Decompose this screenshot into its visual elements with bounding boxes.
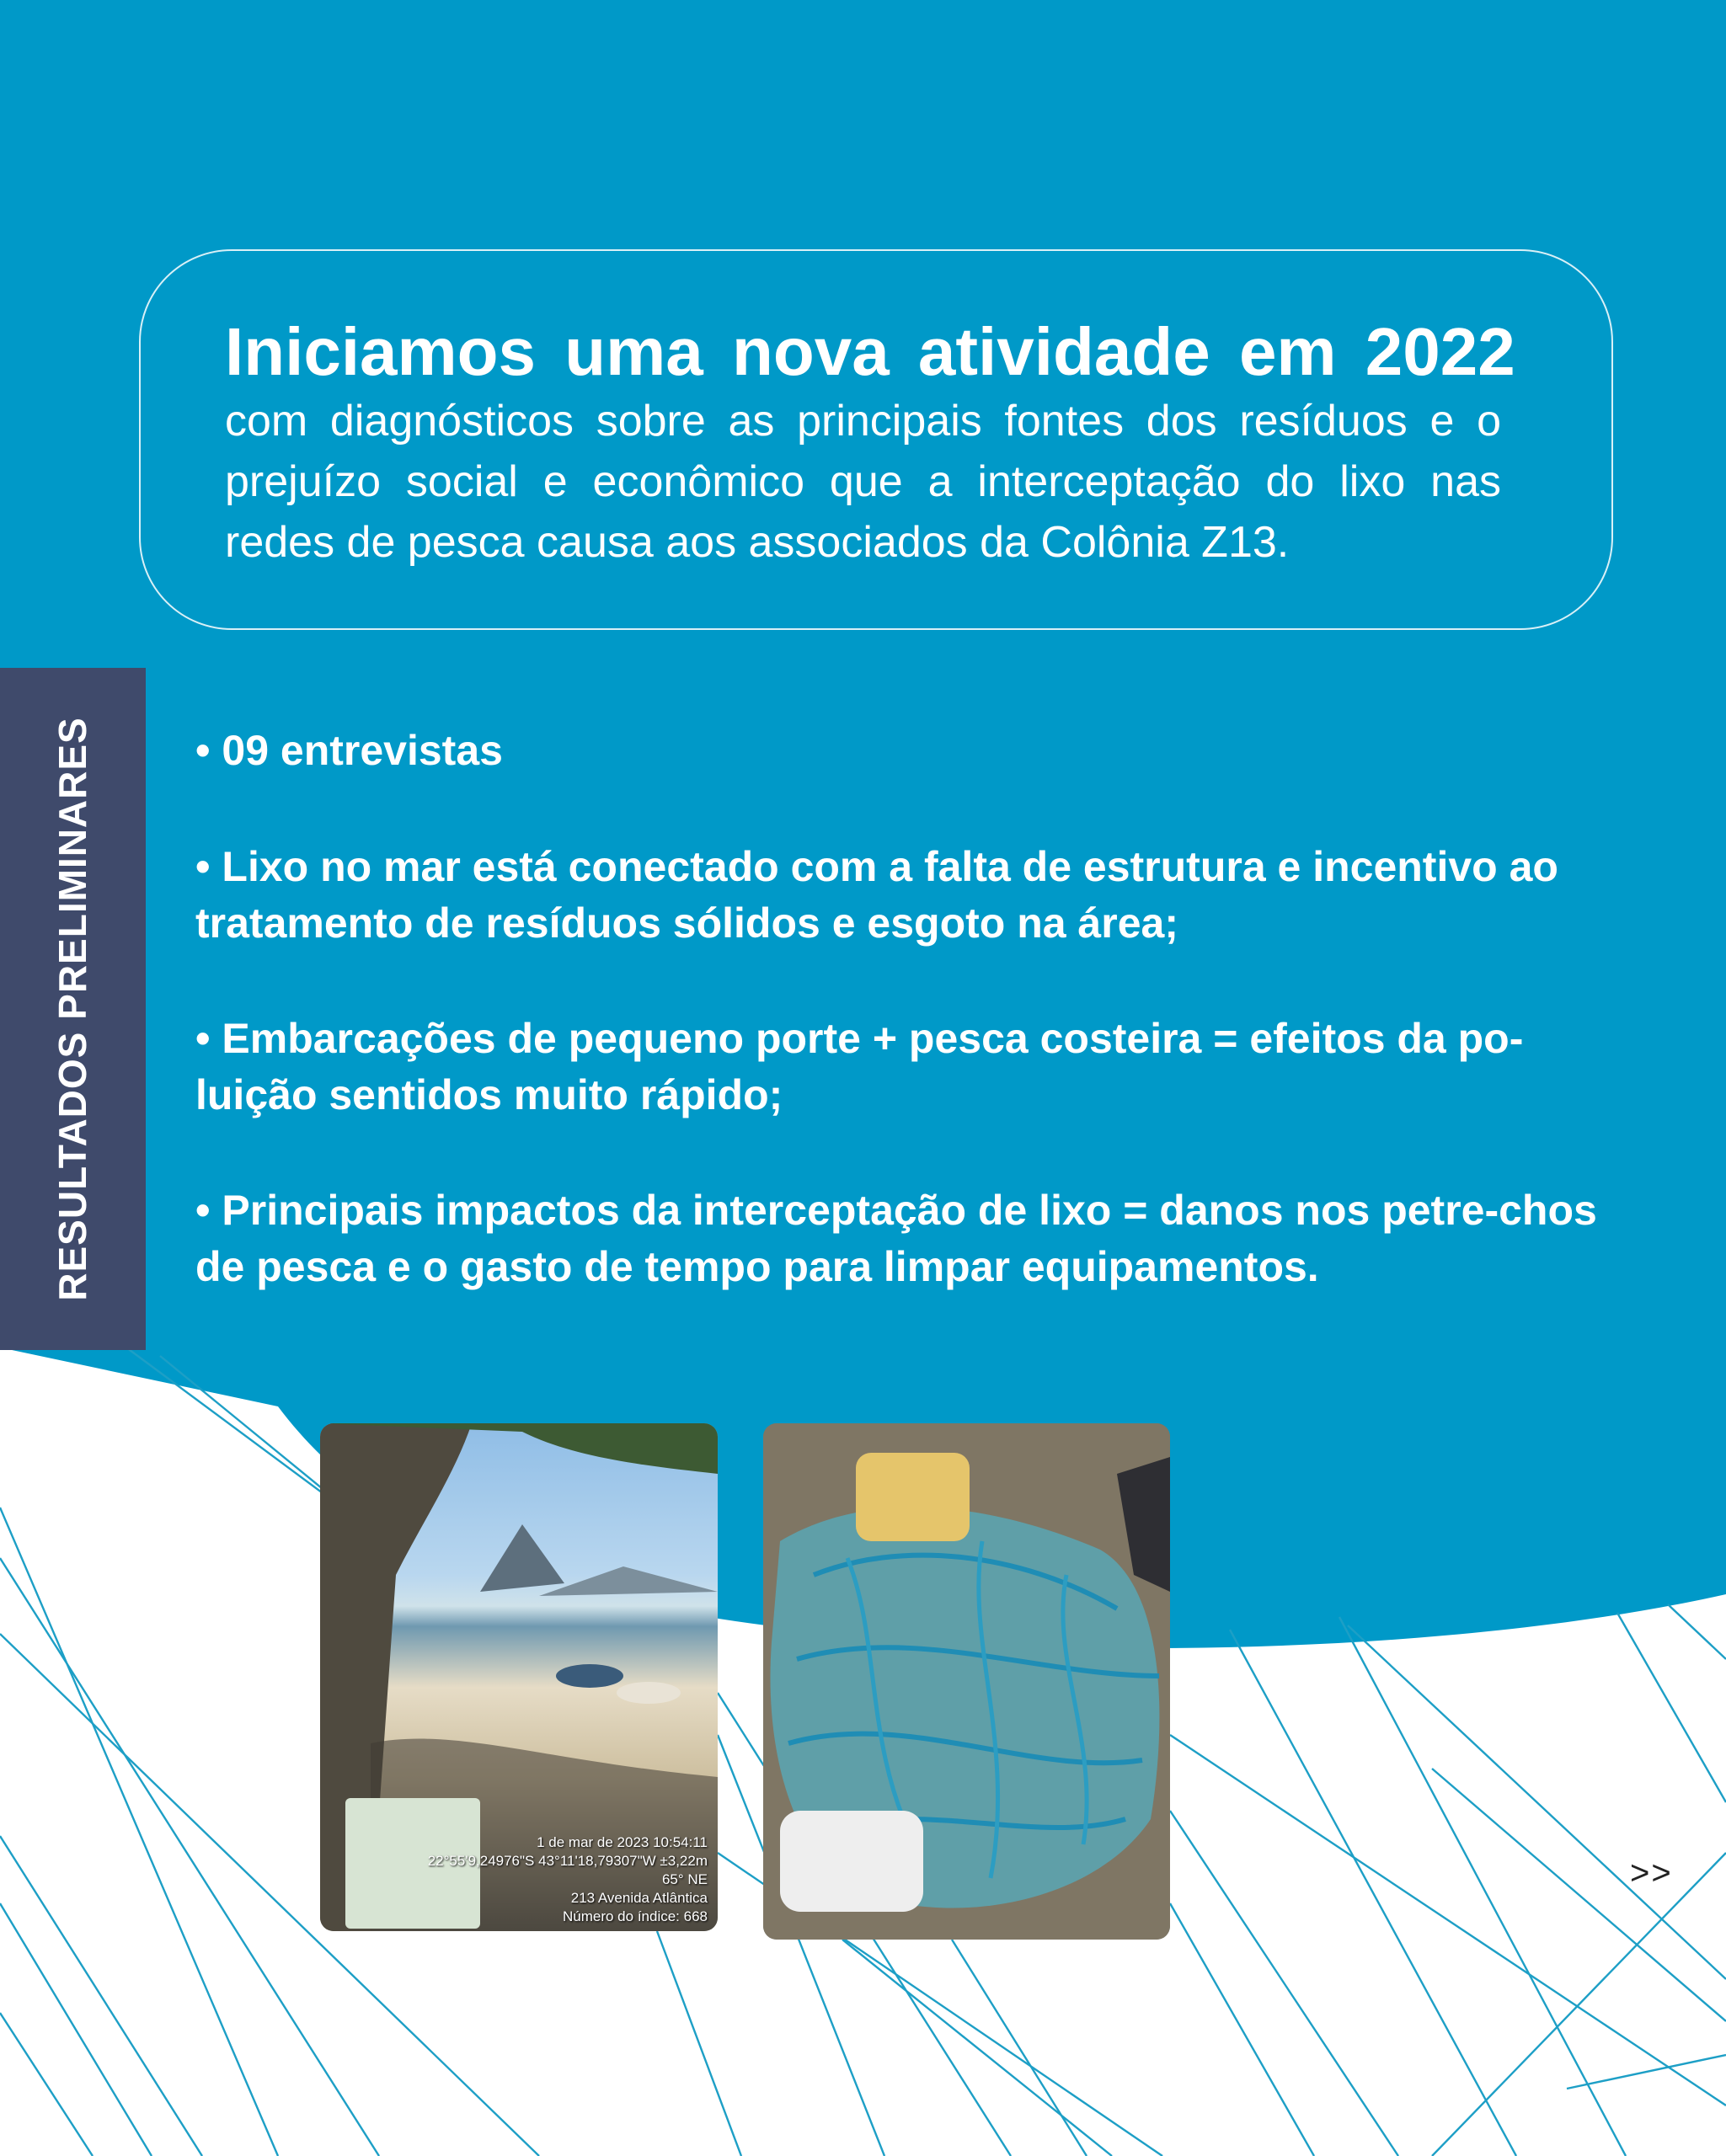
fishing-net-photo <box>763 1423 1170 1940</box>
intro-title: Iniciamos uma nova atividade em 2022 <box>225 314 1515 389</box>
photo-geotag: 1 de mar de 2023 10:54:11 22°55'9,24976"S 43°11'18,79307"W ±3,22m 65° NE 213 Avenida Atlântica Número do índice: 668 <box>427 1834 708 1924</box>
list-item: • Principais impactos da interceptação de lixo = danos nos petre-chos de pesca e o gasto de tempo para limpar equipamentos. <box>195 1187 1597 1290</box>
beach-photo <box>320 1423 718 1931</box>
fishing-net-photo-graphic <box>763 1423 1170 1940</box>
list-item: • Lixo no mar está conectado com a falta de estrutura e incentivo ao tratamento de resíduos sólidos e esgoto na área; <box>195 843 1558 947</box>
intro-body: com diagnósticos sobre as principais fontes dos resíduos e o prejuízo social e econômico que a interceptação do lixo nas redes de pesca causa aos associados da Colônia Z13. <box>225 397 1501 567</box>
list-item: • 09 entrevistas <box>195 727 503 774</box>
next-page-arrow[interactable]: >> <box>1630 1854 1673 1892</box>
side-label: RESULTADOS PRELIMINARES <box>51 717 94 1301</box>
list-item: • Embarcações de pequeno porte + pesca costeira = efeitos da po-luição sentidos muito rápido; <box>195 1015 1524 1118</box>
